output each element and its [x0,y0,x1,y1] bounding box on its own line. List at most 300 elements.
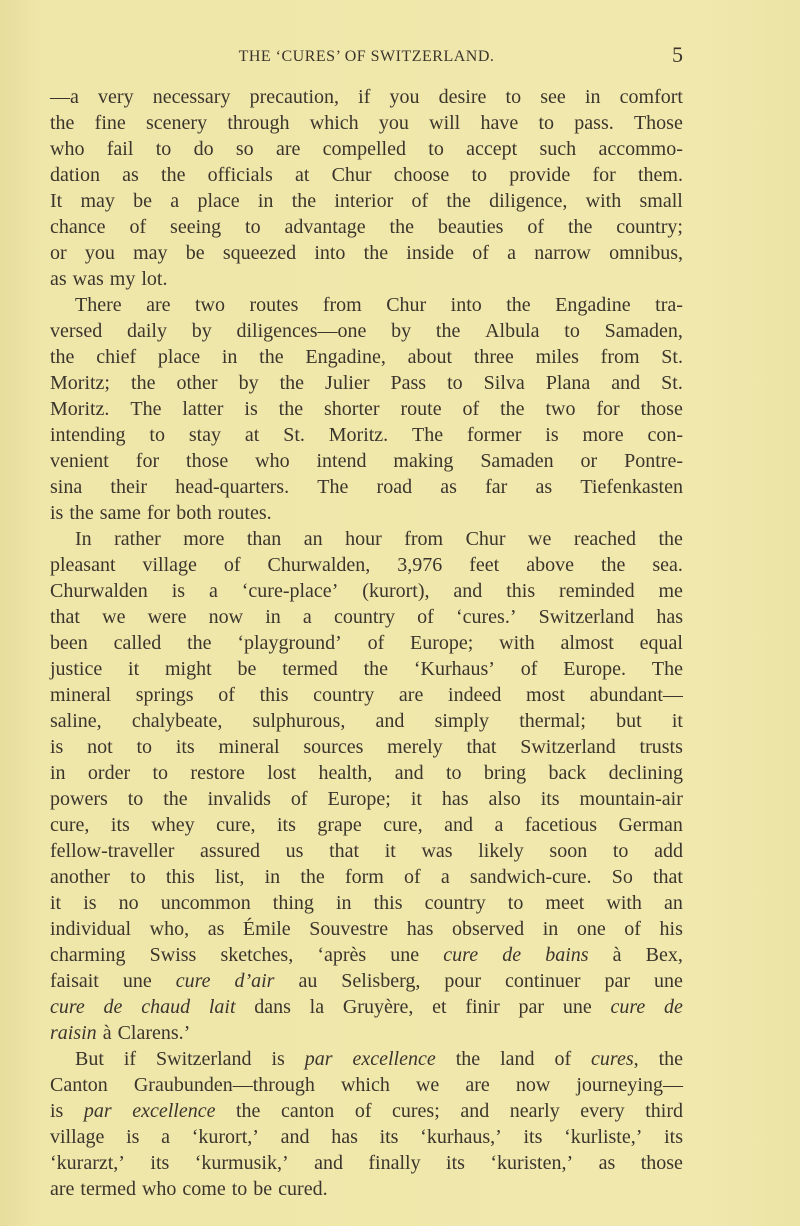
word [148,604,187,630]
word [447,370,463,396]
text: simply [434,710,490,732]
word [50,500,63,526]
word [638,162,683,188]
word [336,890,352,916]
word [364,240,388,266]
word [258,188,274,214]
word [341,1072,390,1098]
text: and [460,1100,490,1122]
text: daily [126,320,167,342]
text-line [50,292,683,318]
text: declining [608,762,683,784]
word [100,500,141,526]
text: it [128,658,140,680]
text: of [554,1048,572,1070]
word [103,1020,112,1046]
word [50,396,109,422]
word [410,630,473,656]
text: a [507,242,517,264]
text: reminded [559,580,635,602]
word [236,318,366,344]
text: pour [444,970,482,992]
text: to [445,762,462,784]
text: in [584,86,601,108]
text: this [259,684,289,706]
text: cure, [383,814,423,836]
word [329,422,388,448]
text-line [50,266,683,292]
word [216,812,255,838]
text: former [467,424,522,446]
text: Europe; [327,788,391,810]
text: but [616,710,642,732]
word [490,1150,573,1176]
word [85,240,115,266]
text: Switzerland [520,736,616,758]
word [136,448,159,474]
word [267,760,296,786]
text: into [450,294,482,316]
word [586,188,622,214]
text: country [333,606,396,628]
text: finally [368,1152,421,1174]
word [149,422,165,448]
word [265,864,281,890]
word [283,422,305,448]
text: omnibus, [609,242,683,264]
text: powers [50,788,108,810]
word [549,838,587,864]
text: with [606,892,642,914]
text: Chur [465,528,506,550]
word [244,396,257,422]
text: same [99,502,141,524]
word [480,110,518,136]
text: you [389,86,420,108]
word [441,864,450,890]
text: this [165,866,195,888]
word [613,942,622,968]
word [362,578,429,604]
word [559,578,635,604]
word [253,1176,272,1202]
word [150,942,197,968]
text: than [246,528,282,550]
word [282,656,338,682]
word [546,370,590,396]
word [541,786,560,812]
word [234,968,274,994]
text: is [271,1048,285,1070]
text: the [187,632,212,654]
text: through [227,112,290,134]
word [209,578,218,604]
text: assured [200,840,260,862]
text: beauties [437,216,504,238]
word [640,630,683,656]
text: ‘cures.’ [455,606,517,628]
text: not [87,736,113,758]
word [664,994,683,1020]
word [646,942,683,968]
word [641,396,683,422]
text-line [50,838,683,864]
word [620,84,683,110]
word [176,734,195,760]
word [69,500,93,526]
text: its [664,1126,683,1148]
word [278,1176,327,1202]
italic-text: de [103,996,123,1018]
word [50,656,102,682]
text: by [238,372,259,394]
text: form [344,866,384,888]
text-line [50,578,683,604]
text: as [122,164,139,186]
word [659,578,683,604]
text: the [500,398,525,420]
text: Churwalden [50,580,148,602]
word [647,422,683,448]
word [538,110,554,136]
word [379,110,409,136]
text: latter [182,398,224,420]
word [352,1046,435,1072]
text: une [390,944,420,966]
text: that [329,840,360,862]
text: Chur [331,164,372,186]
text: charming [50,944,126,966]
text: , [633,1048,639,1070]
text: diligences—one [236,320,367,342]
text-line [50,422,683,448]
text: Clarens.’ [117,1022,191,1044]
text: place [157,346,201,368]
word [478,838,524,864]
word [480,448,553,474]
text: which [340,1074,390,1096]
text: a [170,190,180,212]
word [471,162,487,188]
word [528,526,551,552]
word [561,630,614,656]
word [50,1020,97,1046]
text: its [446,1152,465,1174]
word [368,630,385,656]
word [50,994,85,1020]
text-line [50,214,683,240]
word [220,942,293,968]
word [119,890,139,916]
text: invalids [207,788,271,810]
word [505,968,581,994]
text: a [302,606,312,628]
word [259,344,283,370]
word [186,448,228,474]
word [358,84,370,110]
text: so [235,138,254,160]
text: of [527,216,545,238]
text: seeing [170,216,222,238]
word [508,890,524,916]
word [194,136,214,162]
text: it [671,710,683,732]
word [499,630,535,656]
word [368,1150,420,1176]
text: if [358,86,371,108]
text: ‘kuristen,’ [490,1152,574,1174]
text: list, [214,866,245,888]
word [645,1098,683,1124]
text: country [424,892,486,914]
word [509,162,570,188]
word [127,318,167,344]
word [50,968,99,994]
word [652,552,683,578]
text: his [659,918,683,940]
text: Souvestre [309,918,389,940]
text-line [50,708,683,734]
text: ‘kurhaus,’ [420,1126,502,1148]
text: is [50,1100,64,1122]
word [87,734,113,760]
text-line [50,890,683,916]
word [291,786,308,812]
text: it [50,892,62,914]
word [126,1124,139,1150]
word [390,84,420,110]
word [218,682,235,708]
text: to [155,138,172,160]
word [249,292,298,318]
word [50,864,110,890]
word [416,1072,439,1098]
word [463,396,480,422]
text-line [50,994,683,1020]
text-line [50,682,683,708]
word [50,1072,108,1098]
text: Pontre- [624,450,683,472]
text: precaution, [249,86,339,108]
text: par [518,996,545,1018]
word [273,890,314,916]
word [616,214,683,240]
word [624,448,683,474]
word [152,760,168,786]
text: of [520,658,538,680]
word [563,994,592,1020]
word [304,526,323,552]
word [456,1046,480,1072]
word [285,214,366,240]
text: Europe. [563,658,627,680]
text: St. [661,346,683,368]
word [134,1072,315,1098]
word [200,838,260,864]
word [50,1150,125,1176]
text: this [373,892,403,914]
text: Moritz. [50,398,110,420]
word [156,136,172,162]
word [118,1020,191,1046]
word [50,344,74,370]
text: feet [469,554,500,576]
text: be [253,1178,273,1200]
word [438,214,504,240]
word [345,864,384,890]
word [50,708,102,734]
text: those [640,1152,683,1174]
word [604,968,630,994]
word [386,292,426,318]
word [439,84,487,110]
word [661,344,683,370]
text: that [50,606,80,628]
word [634,110,683,136]
word [523,1124,542,1150]
text: is [50,502,64,524]
text: Switzerland [538,606,635,628]
text: more [582,424,624,446]
text: lot. [141,268,168,290]
word [563,656,626,682]
word [341,968,420,994]
text: the [435,320,461,342]
text: were [147,606,187,628]
text: Plana [545,372,591,394]
text-line [50,1098,683,1124]
text: thermal; [519,710,586,732]
word [161,162,185,188]
word [364,656,388,682]
text: la [309,996,325,1018]
word [392,1098,440,1124]
word [317,474,348,500]
text: them. [637,164,683,186]
text: of [472,242,489,264]
word [172,578,185,604]
word [50,812,89,838]
text: as [535,476,553,498]
word [576,1072,683,1098]
text: is [126,1126,140,1148]
word [536,344,579,370]
italic-text: de [502,944,522,966]
text: It [50,190,63,212]
text: (kurort), [362,580,430,602]
word [130,864,146,890]
word [50,110,74,136]
text: Churwalden, [267,554,371,576]
text: finir [465,996,500,1018]
text: une [122,970,152,992]
text-line [50,1072,683,1098]
word [107,136,134,162]
word [208,162,273,188]
text: ‘kurarzt,’ [50,1152,125,1174]
text: at [294,164,310,186]
word [660,916,683,942]
text: its [523,1126,543,1148]
word [323,292,362,318]
text: faisait [50,970,99,992]
word [161,890,251,916]
word [50,318,102,344]
word [281,1098,334,1124]
text: or [50,242,67,264]
text: a [494,814,504,836]
word [507,240,516,266]
word [591,1046,639,1072]
text: rather [114,528,161,550]
word [500,396,524,422]
word [50,630,88,656]
text: the [363,242,389,264]
word [236,1098,260,1124]
text: to [149,424,165,446]
word [143,552,197,578]
text: comfort [619,86,683,108]
text: provide [509,164,571,186]
word [310,994,324,1020]
text: an [303,528,323,550]
text: we [528,528,552,550]
text-line [50,630,683,656]
word [102,604,125,630]
word [242,578,339,604]
text: cure, [50,814,90,836]
text: third [645,1100,683,1122]
text-line [50,786,683,812]
text-line [50,84,683,110]
text-line [50,1020,683,1046]
text: the [363,658,389,680]
text-line [50,448,683,474]
text-line [50,240,683,266]
word [331,1124,358,1150]
text: above [526,554,574,576]
word [653,864,683,890]
text: sandwich-cure. [469,866,592,888]
text: at [244,424,260,446]
word [568,214,592,240]
word [612,864,633,890]
text: the [279,372,305,394]
word [446,188,470,214]
text: is [83,892,97,914]
text: Europe; [410,632,474,654]
word [654,838,683,864]
text: Albula [485,320,540,342]
text: order [87,762,131,784]
word [187,630,211,656]
text: chance [50,216,106,238]
word [555,292,631,318]
text-line [50,734,683,760]
word [428,136,444,162]
word [527,214,544,240]
word [355,1098,372,1124]
text: health, [318,762,373,784]
word [129,214,146,240]
word [250,84,339,110]
text: in [221,346,238,368]
word [50,214,106,240]
word [421,838,452,864]
word [661,370,683,396]
text: In [75,528,92,550]
text: in [264,866,281,888]
